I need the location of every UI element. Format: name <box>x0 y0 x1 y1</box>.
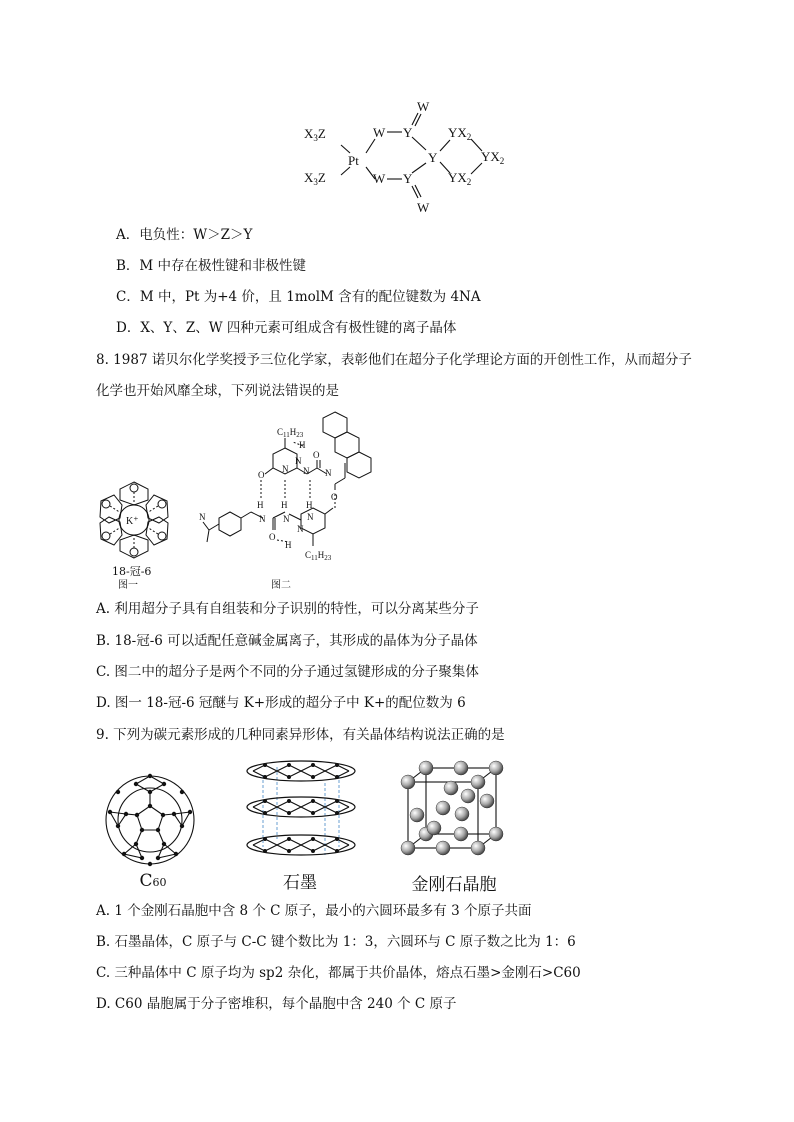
pt-atom: Pt <box>348 153 359 168</box>
q8-option-a: A. 利用超分子具有自组装和分子识别的特性，可以分离某些分子 <box>96 601 479 617</box>
pt-complex-structure <box>300 95 530 220</box>
n-atom: N <box>297 524 304 534</box>
supramolecule-figure <box>185 408 410 573</box>
w-atom: W <box>417 200 430 215</box>
h-atom: H <box>306 500 313 510</box>
o-atom: O <box>258 470 265 480</box>
y-atom: Y <box>403 125 413 140</box>
x3z-atom-bottom: $X_3Z$ <box>304 170 326 187</box>
o-atom: O <box>313 450 320 460</box>
y-atom: Y <box>403 171 413 186</box>
fig1-label: 图一 <box>118 580 138 591</box>
q9-stem: 9. 下列为碳元素形成的几种同素异形体，有关晶体结构说法正确的是 <box>96 727 505 743</box>
q8-option-c: C. 图二中的超分子是两个不同的分子通过氢键形成的分子聚集体 <box>96 664 479 680</box>
o-atom: O <box>269 532 276 542</box>
diamond-label: 金刚石晶胞 <box>411 875 497 895</box>
yx2-group: $YX_2$ <box>448 125 472 142</box>
n-atom: N <box>283 514 290 524</box>
diamond-cell-figure <box>396 760 508 860</box>
n-atom: N <box>295 456 302 466</box>
n-atom: N <box>259 514 266 524</box>
q8-stem-line1: 8. 1987 诺贝尔化学奖授予三位化学家，表彰他们在超分子化学理论方面的开创性工作，从而超分子 <box>96 352 692 368</box>
q8-option-d: D. 图一 18-冠-6 冠醚与 K+形成的超分子中 K+的配位数为 6 <box>96 695 466 711</box>
n-atom: N <box>303 466 310 476</box>
potassium-ion-label: K⁺ <box>126 516 139 527</box>
n-atom: N <box>199 512 206 522</box>
q7-option-c: C．M 中，Pt 为+4 价，且 1molM 含有的配位键数为 4NA <box>116 289 481 305</box>
q7-option-d: D．X、Y、Z、W 四种元素可组成含有极性键的离子晶体 <box>116 320 457 336</box>
q8-option-b: B. 18-冠-6 可以适配任意碱金属离子，其形成的晶体为分子晶体 <box>96 633 478 649</box>
h-atom: H <box>285 540 292 550</box>
fig1-caption: 18-冠-6 <box>112 565 152 578</box>
crown-ether-figure <box>92 478 176 562</box>
yx2-group: $YX_2$ <box>481 149 505 166</box>
n-atom: N <box>325 468 332 478</box>
w-atom: W <box>417 99 430 114</box>
w-atom: W <box>373 171 386 186</box>
y-atom: Y <box>428 150 438 165</box>
alkyl-chain-label: $C_{11}H_{23}$ <box>305 550 332 562</box>
h-atom: H <box>257 500 264 510</box>
q9-option-d: D. C60 晶胞属于分子密堆积，每个晶胞中含 240 个 C 原子 <box>96 996 457 1012</box>
c60-figure <box>102 772 198 868</box>
h-atom: H <box>299 440 306 450</box>
h-atom: H <box>281 500 288 510</box>
n-atom: N <box>282 464 289 474</box>
w-atom: W <box>373 125 386 140</box>
graphite-label: 石墨 <box>283 873 317 893</box>
fig2-label: 图二 <box>271 580 291 591</box>
c60-label: C60 <box>139 871 167 891</box>
x3z-atom-top: $X_3Z$ <box>304 126 326 143</box>
q9-option-c: C. 三种晶体中 C 原子均为 sp2 杂化，都属于共价晶体，熔点石墨>金刚石>C60 <box>96 965 581 981</box>
graphite-figure <box>243 757 359 862</box>
q7-option-a: A．电负性：W＞Z＞Y <box>116 227 253 243</box>
o-atom: O <box>331 492 338 502</box>
q7-option-b: B．M 中存在极性键和非极性键 <box>116 258 307 274</box>
yx2-group: $YX_2$ <box>448 170 472 187</box>
alkyl-chain-label: $C_{11}H_{23}$ <box>277 427 304 439</box>
n-atom: N <box>307 512 314 522</box>
q8-stem-line2: 化学也开始风靡全球，下列说法错误的是 <box>96 383 339 399</box>
q9-option-a: A. 1 个金刚石晶胞中含 8 个 C 原子，最小的六圆环最多有 3 个原子共面 <box>96 903 532 919</box>
q9-option-b: B. 石墨晶体，C 原子与 C-C 键个数比为 1：3，六圆环与 C 原子数之比为 1：6 <box>96 934 576 950</box>
